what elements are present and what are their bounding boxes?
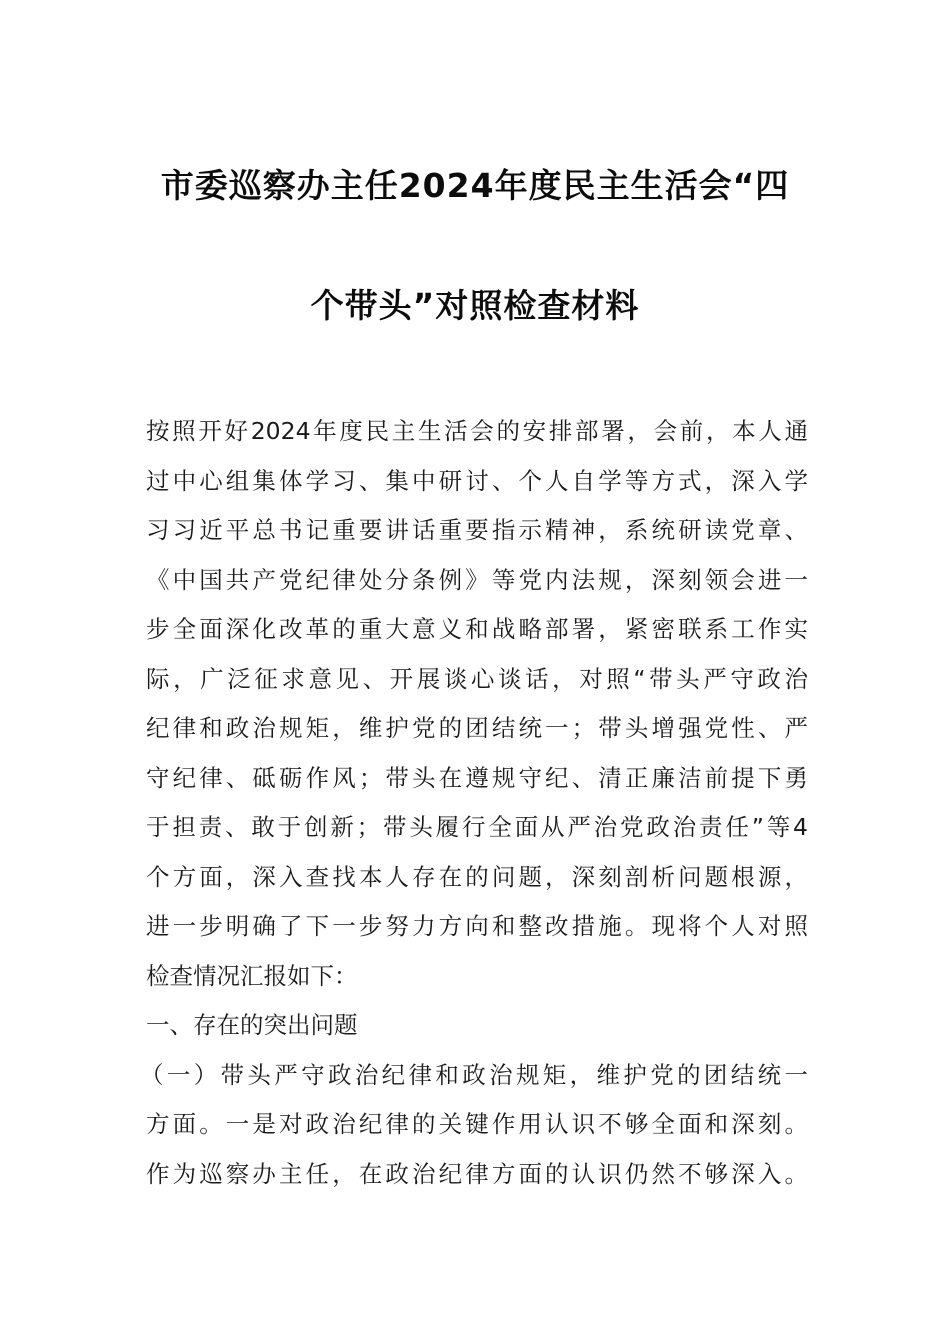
body-line: 过中心组集体学习、集中研讨、个人自学等方式，深入学 <box>146 466 808 495</box>
body-line: 进一步明确了下一步努力方向和整改措施。现将个人对照 <box>146 912 808 940</box>
body-line: 按照开好2024年度民主生活会的安排部署，会前，本人通 <box>146 417 808 445</box>
body-line: 纪律和政治规矩，维护党的团结统一；带头增强党性、严 <box>146 714 808 742</box>
subsection-heading: （一）带头严守政治纪律和政治规矩，维护党的团结统一 <box>140 1060 808 1089</box>
body-line: 检查情况汇报如下： <box>146 961 358 990</box>
body-line: 方面。一是对政治纪律的关键作用认识不够全面和深刻。 <box>146 1110 808 1138</box>
document-body <box>140 411 808 1203</box>
body-line: 《中国共产党纪律处分条例》等党内法规，深刻领会进一 <box>146 565 808 594</box>
section-heading: 一、存在的突出问题 <box>146 1011 358 1039</box>
body-line: 际，广泛征求意见、开展谈心谈话，对照“带头严守政治 <box>146 664 808 693</box>
body-line: 于担责、敢于创新；带头履行全面从严治党政治责任”等4 <box>146 813 808 841</box>
document-title-line-1: 市委巡察办主任2024年度民主生活会“四 <box>160 166 790 205</box>
body-line: 习习近平总书记重要讲话重要指示精神，系统研读党章、 <box>146 516 808 544</box>
body-line: 作为巡察办主任，在政治纪律方面的认识仍然不够深入。 <box>146 1159 808 1188</box>
body-line: 个方面，深入查找本人存在的问题，深刻剖析问题根源， <box>146 862 808 891</box>
body-line: 步全面深化改革的重大意义和战略部署，紧密联系工作实 <box>146 615 808 643</box>
body-line: 守纪律、砥砺作风；带头在遵规守纪、清正廉洁前提下勇 <box>146 763 808 792</box>
document-title-line-2: 个带头”对照检查材料 <box>310 286 640 325</box>
